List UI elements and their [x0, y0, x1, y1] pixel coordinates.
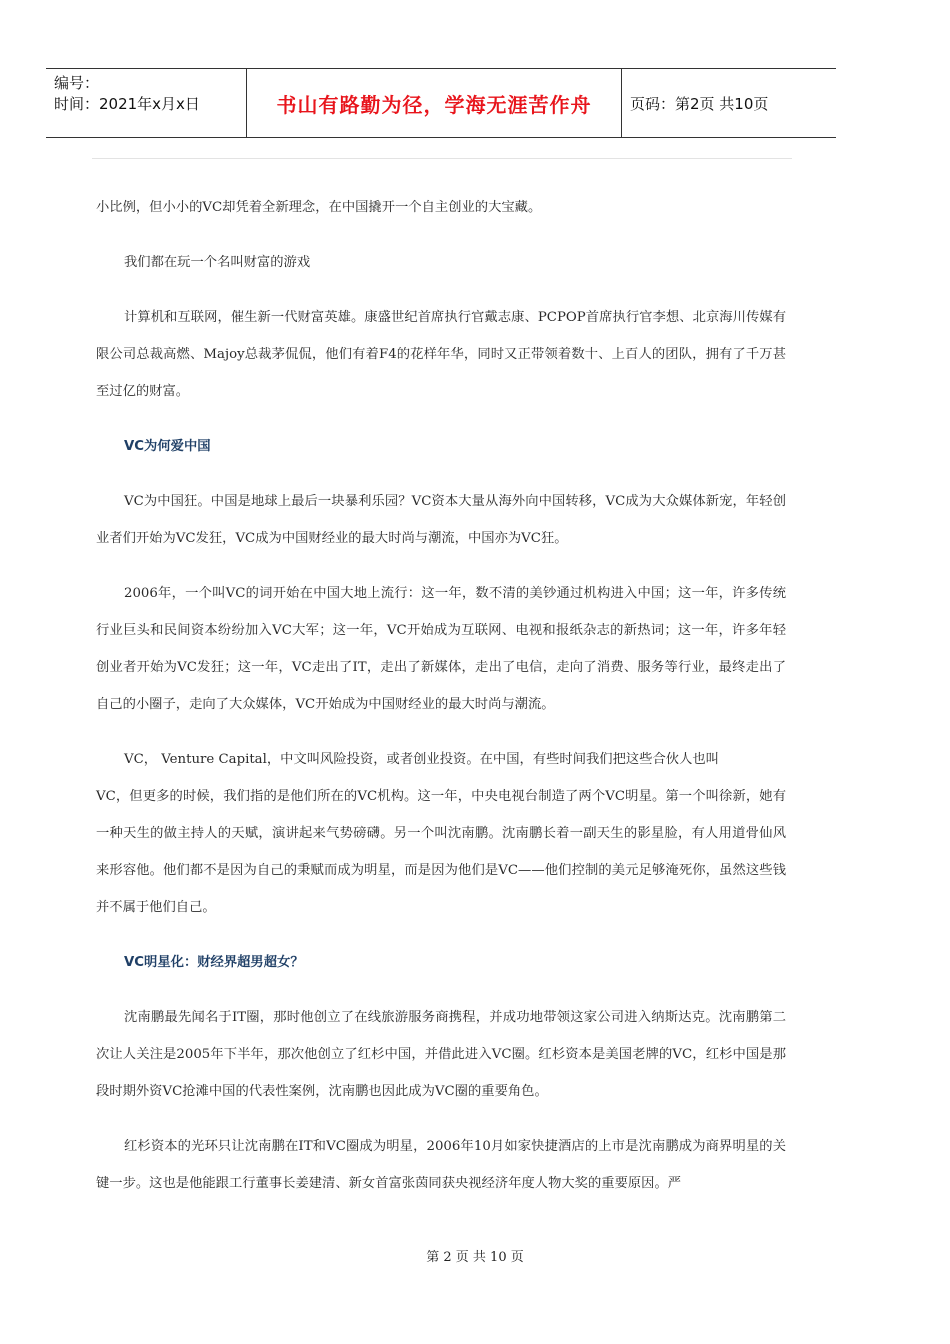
section-heading: VC明星化：财经界超男超女？: [124, 955, 304, 970]
paragraph: 红杉资本的光环只让沈南鹏在IT和VC圈成为明星，2006年10月如家快捷酒店的上市是沈南鹏成为商界明星的关键一步。这也是他能跟工行董事长姜建清、新女首富张茵同获央视经济年度人物大奖的重要原因。严: [96, 1139, 786, 1191]
paragraph: 沈南鹏最先闻名于IT圈，那时他创立了在线旅游服务商携程，并成功地带领这家公司进入纳斯达克。沈南鹏第二次让人关注是2005年下半年，那次他创立了红杉中国，并借此进入VC圈。红杉资本是美国老牌的VC，红杉中国是那段时期外资VC抢滩中国的代表性案例，沈南鹏也因此成为VC圈的重要角色。: [96, 1010, 786, 1099]
paragraph: 计算机和互联网，催生新一代财富英雄。康盛世纪首席执行官戴志康、PCPOP首席执行官李想、北京海川传媒有限公司总裁高燃、Majoy总裁茅侃侃，他们有着F4的花样年华，同时又正带领着数十、上百人的团队，拥有了千万甚至过亿的财富。: [96, 310, 786, 399]
paragraph: 小比例，但小小的VC却凭着全新理念，在中国撬开一个自主创业的大宝藏。: [96, 200, 542, 215]
header-motto: 书山有路勤为径，学海无涯苦作舟: [247, 69, 622, 137]
time-label: 时间：2021年x月x日: [54, 95, 200, 113]
paragraph: VC， Venture Capital，中文叫风险投资，或者创业投资。在中国，有些时间我们把这些合伙人也叫: [124, 752, 719, 767]
divider: [92, 158, 792, 159]
document-body: [96, 189, 786, 1220]
paragraph: 2006年，一个叫VC的词开始在中国大地上流行：这一年，数不清的美钞通过机构进入中国；这一年，许多传统行业巨头和民间资本纷纷加入VC大军；这一年，VC开始成为互联网、电视和报纸杂志的新热词；这一年，许多年轻创业者开始为VC发狂；这一年，VC走出了IT，走出了新媒体，走出了电信，走向了消费、服务等行业，最终走出了自己的小圈子，走向了大众媒体，VC开始成为中国财经业的最大时尚与潮流。: [96, 586, 786, 712]
paragraph: VC为中国狂。中国是地球上最后一块暴利乐园？VC资本大量从海外向中国转移，VC成为大众媒体新宠，年轻创业者们开始为VC发狂，VC成为中国财经业的最大时尚与潮流，中国亦为VC狂。: [96, 494, 786, 546]
header-table: [46, 68, 836, 138]
header-page-label: 页码：第2页 共10页: [630, 94, 769, 113]
number-label: 编号：: [54, 74, 100, 92]
section-heading: VC为何爱中国: [124, 439, 211, 454]
page-footer: 第 2 页 共 10 页: [426, 1250, 524, 1265]
paragraph: VC，但更多的时候，我们指的是他们所在的VC机构。这一年，中央电视台制造了两个VC明星。第一个叫徐新，她有一种天生的做主持人的天赋，演讲起来气势磅礴。另一个叫沈南鹏。沈南鹏长着一副天生的影星脸，有人用道骨仙风来形容他。他们都不是因为自己的秉赋而成为明星，而是因为他们是VC——他们控制的美元足够淹死你，虽然这些钱并不属于他们自己。: [96, 789, 786, 915]
header-meta: [46, 69, 247, 137]
paragraph: 我们都在玩一个名叫财富的游戏: [124, 255, 311, 270]
